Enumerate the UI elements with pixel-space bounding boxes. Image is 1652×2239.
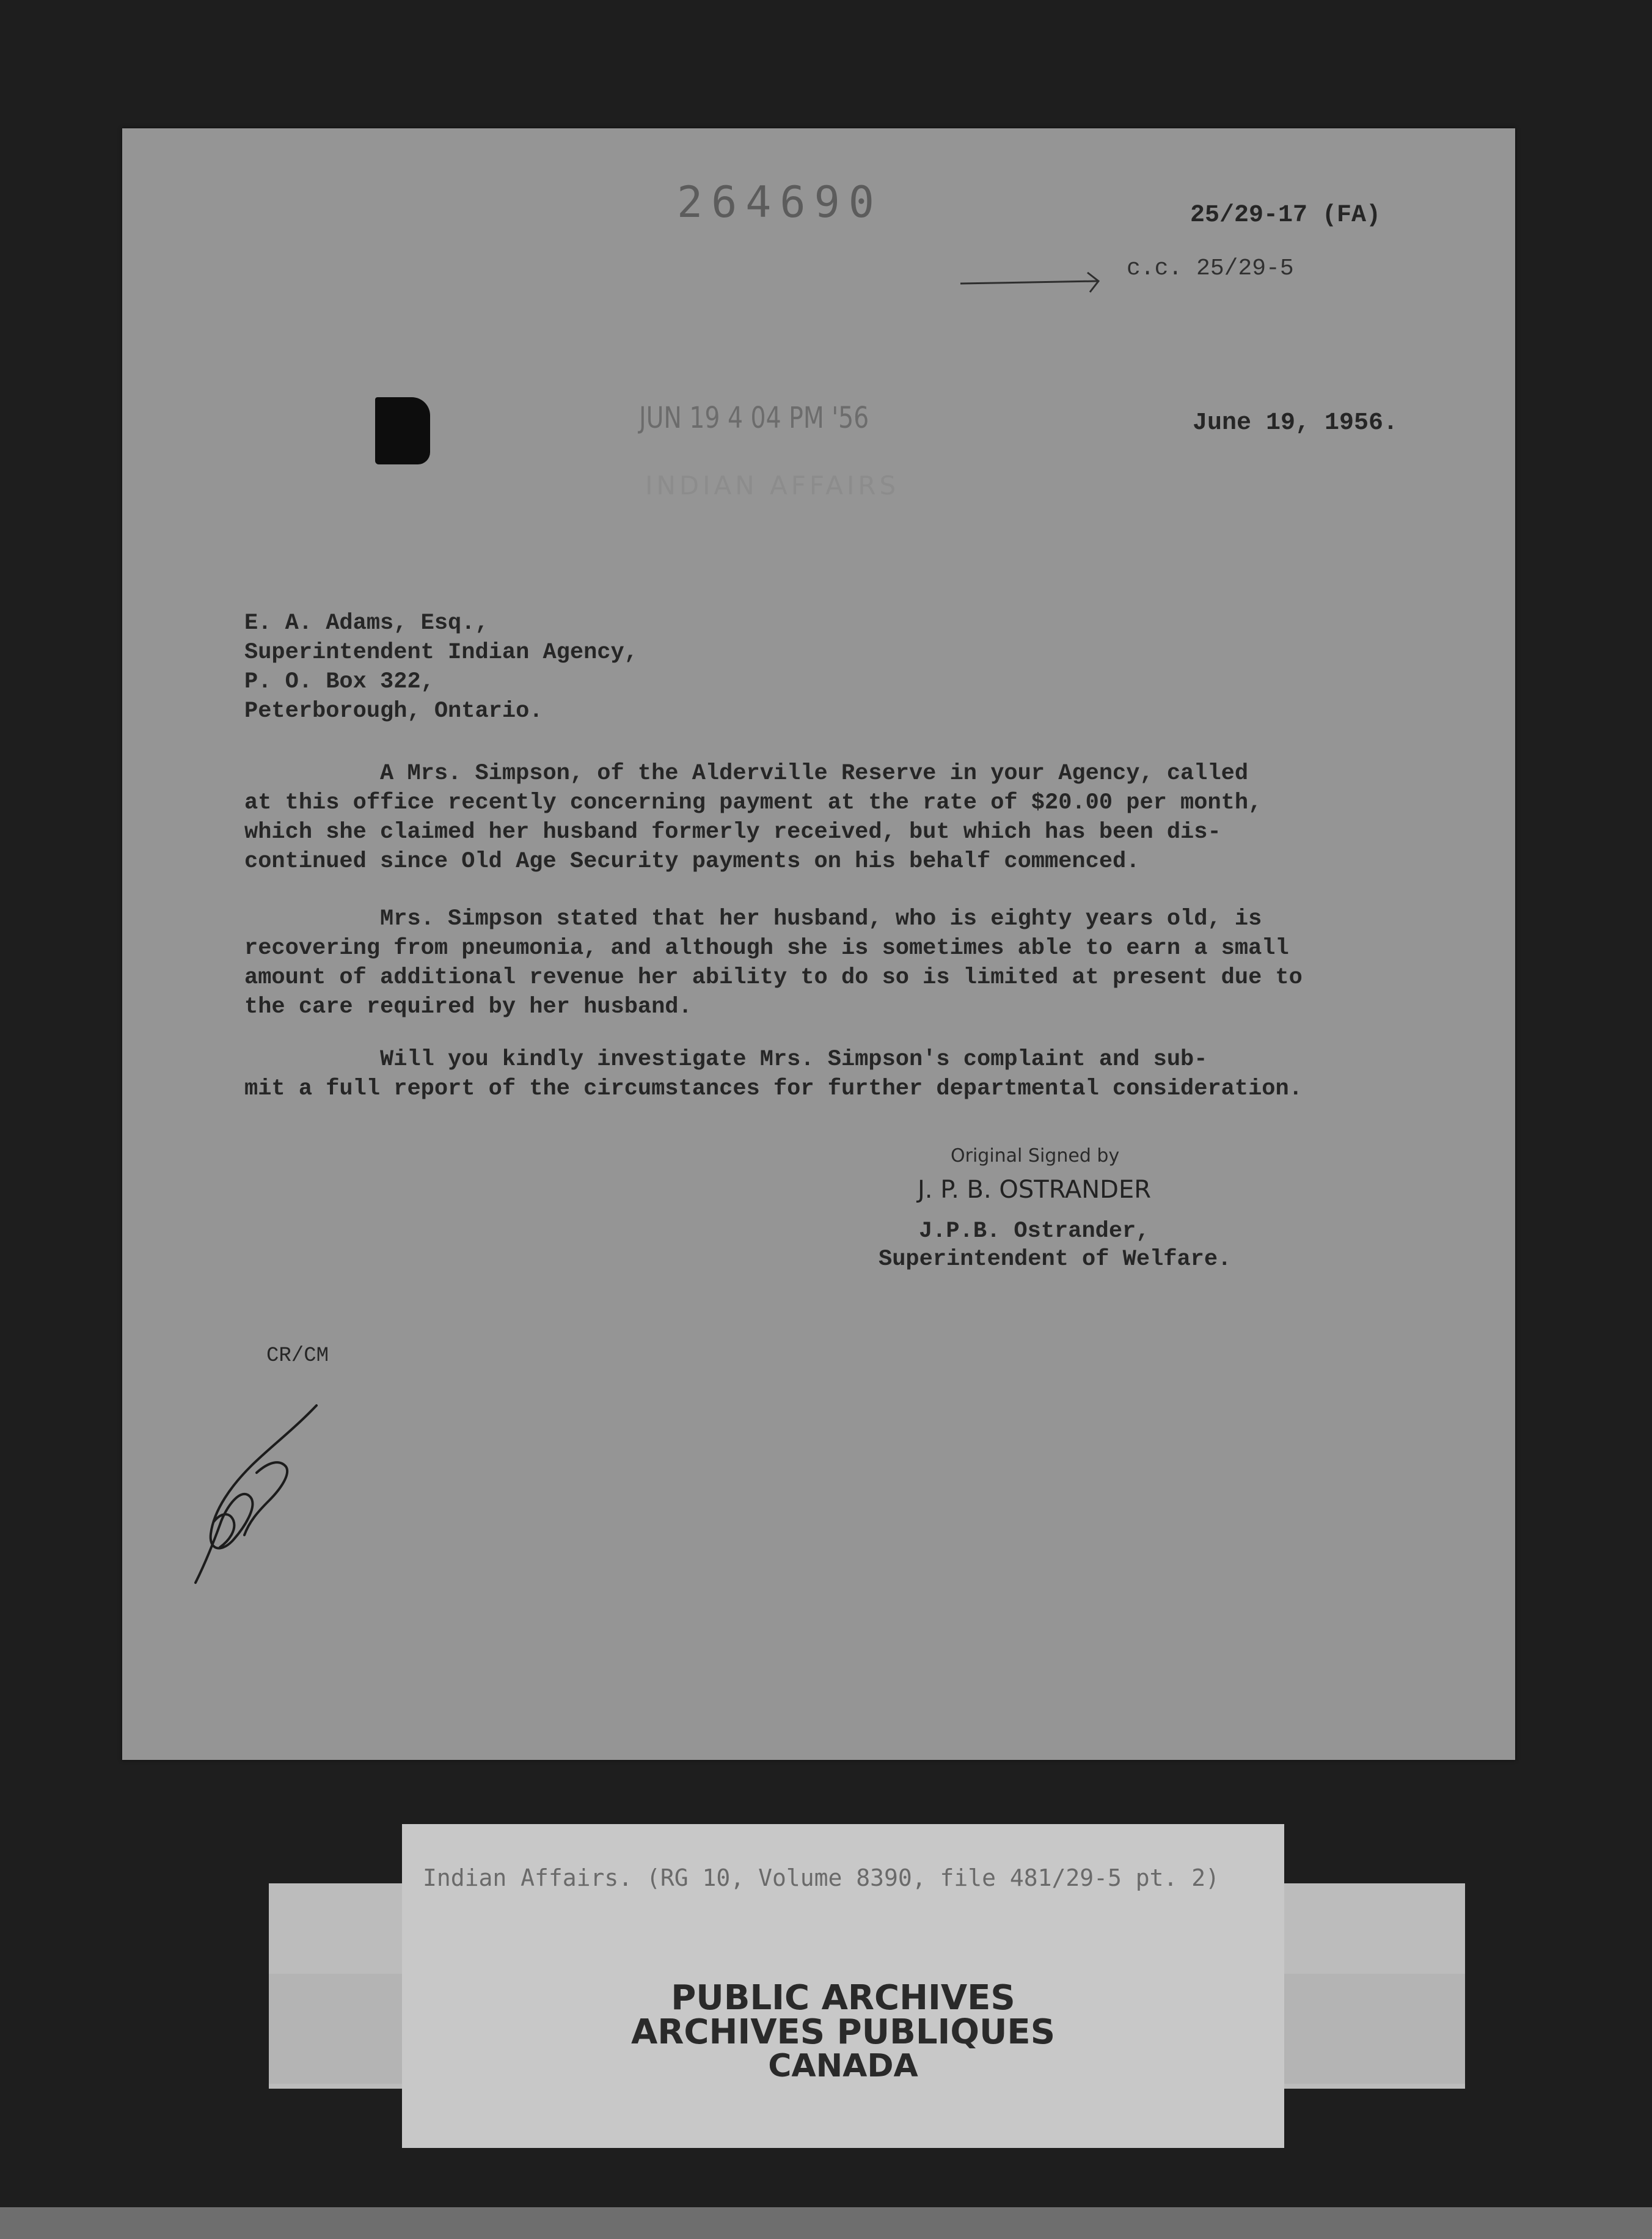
archive-reference: Indian Affairs. (RG 10, Volume 8390, file 481/29-5 pt. 2)	[423, 1864, 1220, 1891]
typist-initials: CR/CM	[266, 1344, 329, 1368]
file-reference: 25/29-17 (FA)	[1190, 202, 1381, 229]
letter-date: June 19, 1956.	[1193, 409, 1398, 437]
archive-country: CANADA	[768, 2048, 918, 2084]
paragraph-line: recovering from pneumonia, and although she is sometimes able to earn a small	[244, 936, 1289, 961]
signer-name: J.P.B. Ostrander,	[919, 1218, 1150, 1244]
paragraph-line: which she claimed her husband formerly received, but which has been dis-	[244, 819, 1221, 845]
paragraph-line: at this office recently concerning payment at the rate of $20.00 per month,	[244, 790, 1262, 816]
paragraph-line: Mrs. Simpson stated that her husband, who is eighty years old, is	[244, 906, 1262, 932]
paragraph-line: continued since Old Age Security payments on his behalf commenced.	[244, 849, 1140, 874]
paragraph-1	[244, 759, 1405, 876]
paragraph-line: A Mrs. Simpson, of the Alderville Reserve in your Agency, called	[244, 761, 1249, 786]
signature-stamp: J. P. B. OSTRANDER	[918, 1176, 1152, 1204]
archive-label	[402, 1824, 1284, 2148]
received-stamp-date: JUN 19 4 04 PM '56	[639, 401, 869, 435]
recipient-title: Superintendent Indian Agency,	[244, 640, 638, 665]
received-stamp-org: INDIAN AFFAIRS	[645, 471, 900, 500]
document-number: 264690	[677, 177, 883, 227]
paragraph-line: the care required by her husband.	[244, 994, 692, 1020]
archive-name-fr: ARCHIVES PUBLIQUES	[630, 2012, 1056, 2052]
recipient-address	[244, 609, 638, 726]
letter-page	[122, 128, 1515, 1760]
original-signed-note: Original Signed by	[951, 1145, 1120, 1167]
paragraph-3	[244, 1045, 1405, 1104]
recipient-city: Peterborough, Ontario.	[244, 698, 543, 724]
recipient-name: E. A. Adams, Esq.,	[244, 610, 489, 636]
handwritten-signature	[177, 1381, 336, 1601]
paragraph-2	[244, 904, 1405, 1022]
cc-reference: c.c. 25/29-5	[1127, 255, 1294, 282]
archive-name-en: PUBLIC ARCHIVES	[671, 1978, 1015, 2018]
film-strip	[0, 2207, 1652, 2239]
paragraph-line: Will you kindly investigate Mrs. Simpson's complaint and sub-	[244, 1047, 1208, 1072]
arrow-icon	[958, 264, 1105, 301]
recipient-box: P. O. Box 322,	[244, 669, 434, 695]
paragraph-line: amount of additional revenue her ability to do so is limited at present due to	[244, 965, 1303, 991]
hole-punch-mark	[375, 397, 430, 464]
signer-block	[879, 1217, 1231, 1273]
paragraph-line: mit a full report of the circumstances for further departmental consideration.	[244, 1076, 1303, 1102]
signer-title: Superintendent of Welfare.	[879, 1247, 1232, 1272]
